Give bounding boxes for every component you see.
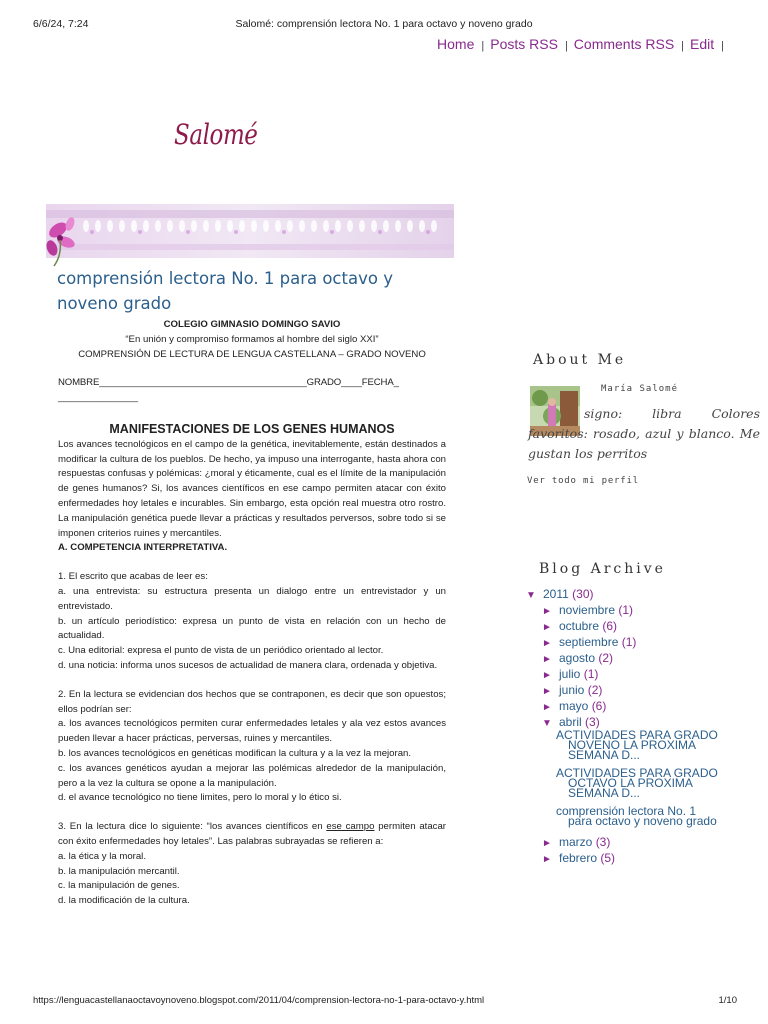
header-banner — [46, 200, 454, 268]
archive-month[interactable] — [526, 698, 718, 714]
q3-option-a: a. la ética y la moral. — [58, 850, 146, 862]
archive-post-link[interactable] — [556, 768, 718, 806]
archive-count: (6) — [591, 699, 607, 713]
archive-post-line[interactable]: SEMANA D... — [568, 786, 641, 800]
q3-option-c: c. la manipulación de genes. — [58, 880, 180, 892]
archive-count: (3) — [595, 835, 611, 849]
archive-count: (30) — [572, 587, 594, 601]
q3-text-before: 3. En la lectura dice lo siguiente: “los avances científicos en — [58, 821, 327, 833]
archive-month[interactable] — [526, 602, 718, 618]
triangle-right-icon[interactable]: ► — [542, 838, 552, 849]
archive-count: (1) — [583, 667, 599, 681]
triangle-right-icon[interactable]: ► — [542, 606, 552, 617]
q2-option-a: a. los avances tecnológicos permiten curar enfermedades letales y ala vez estos avances pueden llevar a hacer prácticas, perversas, ruines y mercantiles. — [58, 718, 446, 745]
triangle-right-icon[interactable]: ► — [542, 686, 552, 697]
archive-month-label[interactable]: marzo — [559, 835, 593, 849]
triangle-down-icon[interactable]: ▼ — [526, 590, 536, 601]
name-line-continued: _______________ — [58, 392, 139, 404]
archive-post-line[interactable]: NOVENO LA PROXIMA — [568, 738, 697, 752]
archive-year[interactable] — [526, 586, 718, 602]
print-title: Salomé: comprensión lectora No. 1 para octavo y noveno grado — [235, 18, 533, 30]
archive-month-label[interactable]: octubre — [559, 619, 600, 633]
school-name: COLEGIO GIMNASIO DOMINGO SAVIO — [163, 319, 341, 330]
about-text — [528, 404, 760, 464]
archive-month[interactable] — [526, 650, 718, 666]
q1-option-a: a. una entrevista: su estructura presenta un dialogo entre un entrevistador y un entrevistado. — [58, 585, 446, 612]
name-line: NOMBRE________________________________________GRADO____FECHA_ — [58, 377, 399, 389]
nav-separator: | — [481, 40, 485, 52]
archive-post-list — [526, 730, 718, 834]
archive-month-label[interactable]: septiembre — [559, 635, 619, 649]
nav-edit-link[interactable]: Edit — [690, 36, 715, 52]
archive-month[interactable] — [526, 834, 718, 850]
q1-option-c: c. Una editorial: expresa el punto de vista de un periódico orientado al lector. — [58, 645, 384, 657]
archive-post-line[interactable]: comprensión lectora No. 1 — [556, 804, 697, 818]
archive-count: (6) — [602, 619, 618, 633]
q3-underlined: ese campo — [326, 821, 375, 833]
archive-count: (5) — [600, 851, 616, 865]
archive-month-label[interactable]: agosto — [559, 651, 596, 665]
nav-separator: | — [564, 40, 568, 52]
archive-post-line[interactable]: ACTIVIDADES PARA GRADO — [556, 766, 718, 780]
archive-month[interactable] — [526, 850, 718, 866]
q3-option-d: d. la modificación de la cultura. — [58, 895, 190, 907]
archive-post-line[interactable]: ACTIVIDADES PARA GRADO — [556, 728, 718, 742]
question-1: 1. El escrito que acabas de leer es: — [58, 571, 208, 583]
nav-separator: | — [681, 40, 685, 52]
archive-post-line[interactable]: SEMANA D... — [568, 748, 641, 762]
post-subtitle: COMPRENSIÓN DE LECTURA DE LENGUA CASTELLANA – GRADO NOVENO — [78, 348, 426, 360]
archive-month-label[interactable]: julio — [559, 667, 581, 681]
post-title[interactable]: comprensión lectora No. 1 para octavo y noveno grado — [57, 269, 393, 313]
archive-count: (1) — [621, 635, 637, 649]
nav-posts-rss-link[interactable]: Posts RSS — [490, 36, 558, 52]
archive-count: (3) — [585, 715, 600, 729]
archive-month[interactable] — [526, 682, 718, 698]
nav-comments-rss-link[interactable]: Comments RSS — [573, 36, 675, 52]
archive-count: (1) — [618, 603, 634, 617]
triangle-right-icon[interactable]: ► — [542, 622, 552, 633]
archive-month-april[interactable] — [526, 714, 718, 730]
archive-month[interactable] — [526, 634, 718, 650]
article-intro: Los avances tecnológicos en el campo de la genética, inevitablemente, están destinados a modificar la cultura de los pueblos. De hecho, ya impuso una interrogante, hasta ahora con respuestas confusas y polémicas: ¿moral y éticamente, cual es el límite de la manipulación de genes humanos? Si, los avances científicos en ese campo permiten atacar con éxito enfermedades hoy letales e incurables. Sin embargo, esta opción real muestra otro rostro. La manipulación genética puede llevar a prácticas y resultados perversos, sobre todo si se imponen criterios ruines y mercantiles. — [58, 438, 446, 539]
archive-month-label[interactable]: junio — [559, 683, 585, 697]
print-footer-url: https://lenguacastellanaoctavoynoveno.blogspot.com/2011/04/comprension-lectora-no-1-para-octavo-y.html — [33, 995, 485, 1006]
triangle-right-icon[interactable]: ► — [542, 670, 552, 681]
q1-option-b: b. un artículo periodístico: expresa un punto de vista en relación con un hecho de actualidad. — [58, 615, 446, 642]
q3-text-after: permiten atacar con éxito enfermedades hoy letales”. Las palabras subrayadas se refieren a: — [58, 821, 446, 847]
archive-heading: Blog Archive — [539, 561, 666, 577]
archive-month-label[interactable]: abril — [559, 715, 582, 729]
print-header — [0, 0, 768, 34]
archive-post-link[interactable] — [556, 730, 718, 768]
about-heading: About Me — [533, 352, 627, 368]
q3-option-b: b. la manipulación mercantil. — [58, 865, 180, 877]
archive-month-label[interactable]: noviembre — [559, 603, 616, 617]
archive-month[interactable] — [526, 618, 718, 634]
question-3 — [58, 820, 446, 850]
triangle-right-icon[interactable]: ► — [542, 638, 552, 649]
about-description: signo: libra Colores favoritos: rosado, azul y blanco. Me gustan los perritos — [528, 406, 760, 461]
print-datetime: 6/6/24, 7:24 — [33, 18, 89, 30]
archive-post-link[interactable] — [556, 806, 718, 834]
article-heading: MANIFESTACIONES DE LOS GENES HUMANOS — [109, 421, 395, 436]
q2-option-c: c. los avances genéticos ayudan a mejorar las polémicas alrededor de la manipulación, pero a la vez la cultura se opone a la manipulación. — [58, 762, 446, 789]
q2-option-d: d. el avance tecnológico no tiene limites, pero lo moral y lo ético si. — [58, 792, 342, 804]
q2-option-b: b. los avances tecnológicos en genéticas modifican la cultura y a la vez la mejoran. — [58, 747, 412, 759]
archive-month-label[interactable]: febrero — [559, 851, 598, 865]
archive-count: (2) — [598, 651, 614, 665]
nav-separator: | — [721, 40, 724, 52]
q1-option-d: d. una noticia: informa unos sucesos de actualidad de manera clara, ordenada y objetiva. — [58, 659, 438, 671]
profile-name[interactable]: María Salomé — [601, 384, 679, 394]
school-motto: “En unión y compromiso formamos al hombre del siglo XXI” — [125, 333, 379, 345]
triangle-right-icon[interactable]: ► — [542, 654, 552, 665]
top-nav — [437, 36, 730, 52]
print-page-number: 1/10 — [718, 995, 737, 1006]
view-profile-link[interactable]: Ver todo mi perfil — [527, 476, 639, 486]
triangle-right-icon[interactable]: ► — [542, 702, 552, 713]
triangle-down-icon[interactable]: ▼ — [542, 718, 552, 729]
archive-post-line[interactable]: OCTAVO LA PROXIMA — [568, 776, 693, 790]
section-a-heading: A. COMPETENCIA INTERPRETATIVA. — [58, 542, 228, 554]
archive-month[interactable] — [526, 666, 718, 682]
archive-year-label[interactable]: 2011 — [543, 587, 569, 601]
triangle-right-icon[interactable]: ► — [542, 854, 552, 865]
question-2: 2. En la lectura se evidencian dos hechos que se contraponen, es decir que son opuestos; ellos podrían ser: — [58, 688, 446, 715]
archive-month-label[interactable]: mayo — [559, 699, 589, 713]
blog-archive — [526, 586, 718, 866]
nav-home-link[interactable]: Home — [437, 36, 475, 52]
post-body — [58, 318, 446, 909]
archive-count: (2) — [587, 683, 603, 697]
blog-logo[interactable]: Salomé — [174, 118, 258, 151]
archive-post-line[interactable]: para octavo y noveno grado — [568, 814, 717, 828]
